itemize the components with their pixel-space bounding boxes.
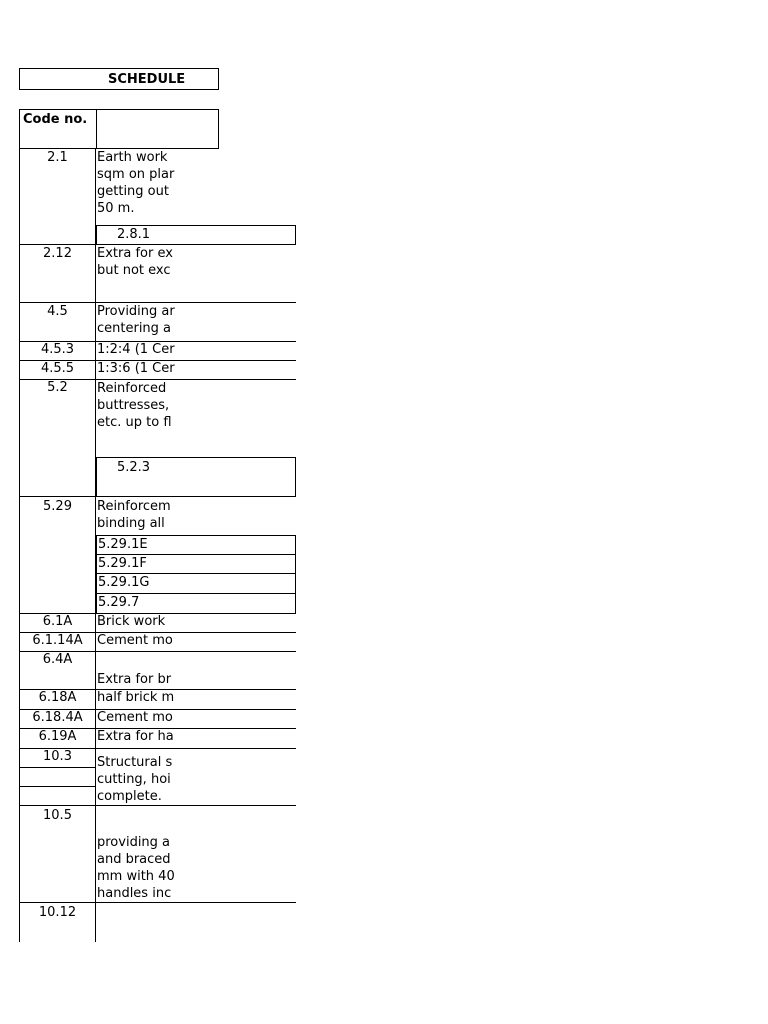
table-row [19,806,96,903]
code-cell: 6.1.14A [32,633,83,648]
table-row [19,149,96,245]
description-cell: 1:3:6 (1 Cer [96,361,296,380]
sub-code-cell: 5.29.1E [96,535,296,555]
description-cell: half brick m [96,690,296,710]
table-row [19,245,96,303]
code-cell: 6.4A [42,652,73,667]
description-cell: 1:2:4 (1 Cer [96,342,296,361]
description-cell: Reinforcem binding all [97,499,171,531]
code-cell: 4.5 [47,304,68,319]
table-row [19,303,96,342]
table-row [19,361,96,380]
code-cell: 2.12 [43,246,72,261]
code-cell: 6.1A [42,614,73,629]
table-row [19,633,96,652]
description-cell: Extra for br [96,652,296,690]
code-cell: 5.29 [43,499,72,514]
description-cell: Extra for ha [96,729,296,749]
code-cell: 10.5 [43,808,72,823]
code-cell: 2.1 [47,150,68,165]
schedule-title: SCHEDULE [19,68,219,90]
empty-code-cell [19,787,96,806]
table-row [19,342,96,361]
code-cell: 6.19A [38,729,77,744]
spreadsheet-viewport [0,0,186,1024]
code-cell: 10.12 [38,905,77,920]
code-cell: 10.3 [43,749,72,764]
code-cell: 5.2 [47,380,68,395]
code-cell: 6.18.4A [32,710,83,725]
empty-code-cell [19,768,96,787]
description-cell: providing a and braced mm with 40 handles inc [96,806,296,903]
description-cell: Reinforced buttresses, etc. up to fl [97,381,172,430]
code-cell: 4.5.3 [40,342,75,357]
table-row [19,729,96,749]
description-cell: Structural s cutting, hoi complete. [96,749,296,806]
code-cell: 4.5.5 [40,361,75,376]
sub-code-cell: 5.2.3 [96,457,296,497]
sub-code-cell: 5.29.1F [96,554,296,574]
code-column-header: Code no. [20,110,97,148]
table-row [19,614,96,633]
description-cell: Cement mo [96,710,296,729]
code-cell: 6.18A [38,690,77,705]
table-row [19,690,96,710]
description-cell: Brick work [96,614,296,633]
table-row [19,652,96,690]
table-row [19,497,96,614]
table-header [19,109,219,149]
description-cell: Cement mo [96,633,296,652]
description-cell: Extra for ex but not exc [96,245,296,303]
table-row [19,903,96,942]
table-row [19,749,96,768]
sub-code-cell: 5.29.7 [96,593,296,614]
table-row [19,710,96,729]
description-cell: Earth work sqm on plar getting out 50 m. [97,150,175,216]
description-cell: Providing ar centering a [96,303,296,342]
table-row [19,380,96,497]
sub-code-cell: 2.8.1 [96,225,296,245]
sub-code-cell: 5.29.1G [96,573,296,594]
